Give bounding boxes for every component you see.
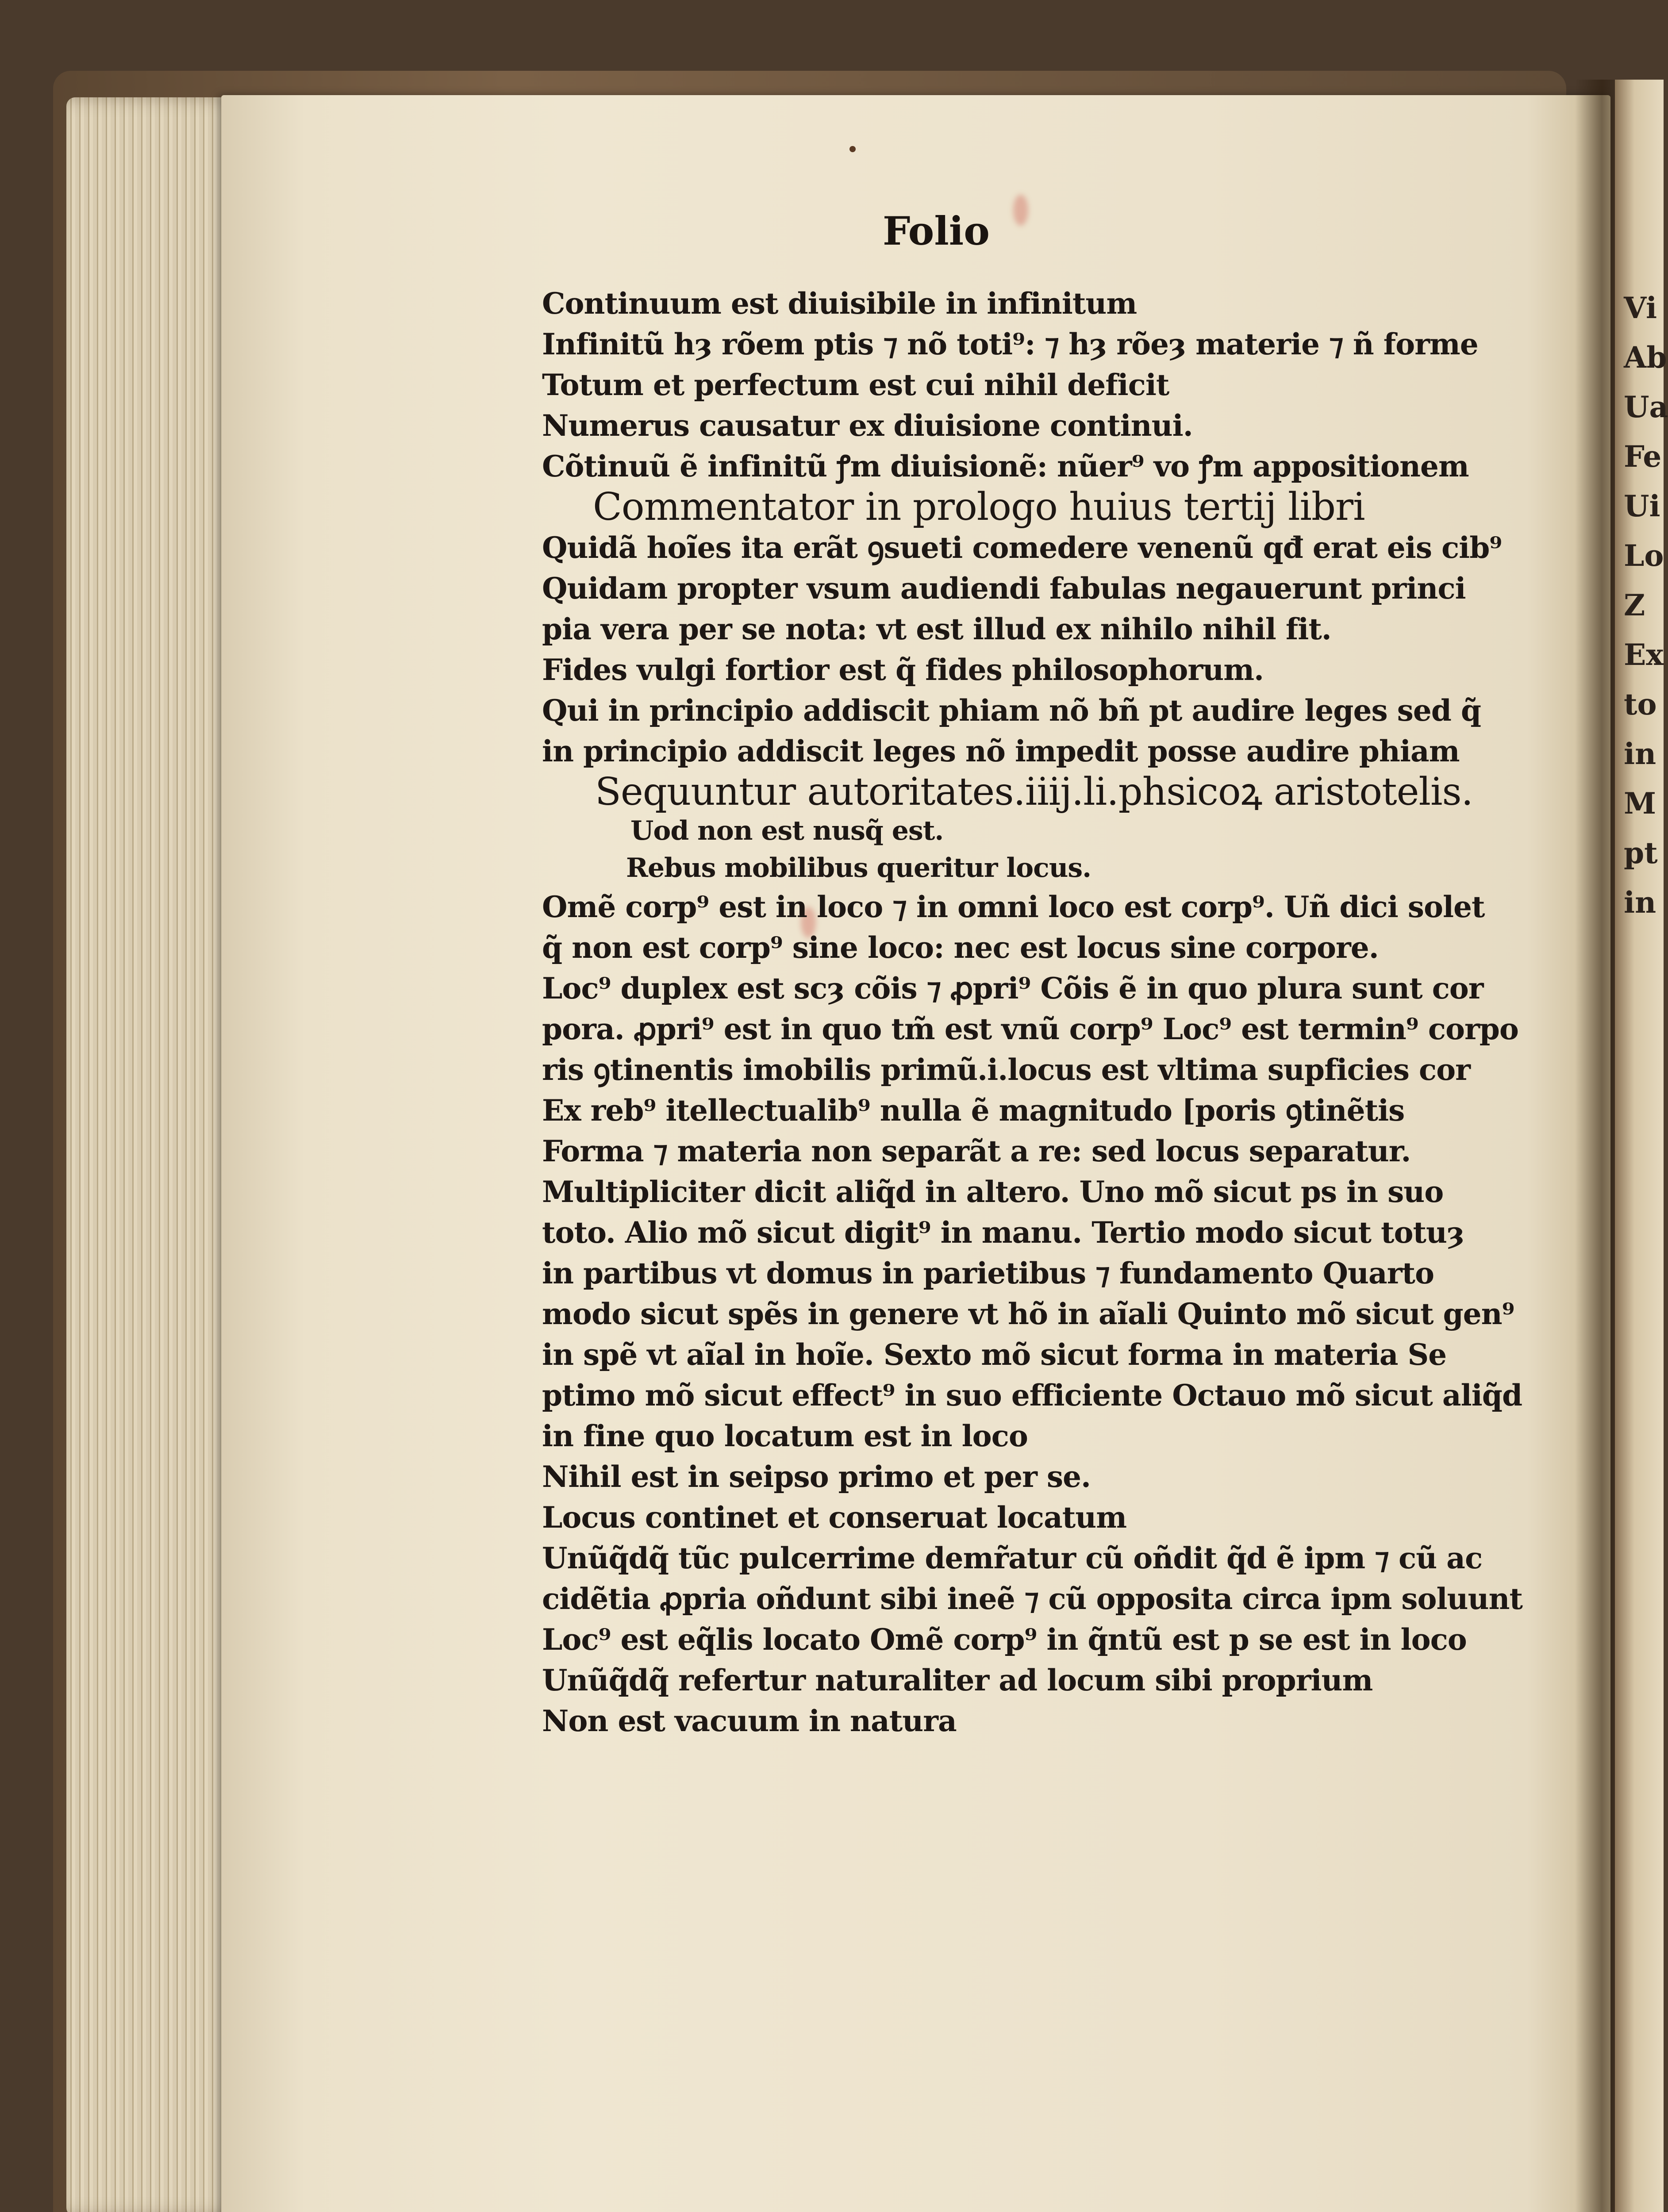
facing-page-line-start: Vi bbox=[1624, 291, 1657, 325]
text-line: Nihil est in seipso primo et per se. bbox=[542, 1459, 1091, 1494]
text-block bbox=[542, 283, 1522, 1741]
ink-spot bbox=[849, 146, 856, 152]
text-line: Non est vacuum in natura bbox=[542, 1704, 957, 1738]
facing-page-line-start: in bbox=[1624, 885, 1656, 920]
text-line: Cõtinuũ ẽ infinitũ ꝭm diuisionẽ: nũer⁹ vo ꝭm appositionem bbox=[542, 449, 1469, 484]
text-line: in partibus vt domus in parietibus ⁊ fundamento Quarto bbox=[542, 1256, 1434, 1290]
text-line: Unũq̃dq̃ tũc pulcerrime demr̃atur cũ oñdit q̃d ẽ ipm ⁊ cũ ac bbox=[542, 1541, 1483, 1575]
text-line: Omẽ corp⁹ est in loco ⁊ in omni loco est corp⁹. Uñ dici solet bbox=[542, 890, 1485, 924]
facing-page-line-start: in bbox=[1624, 737, 1656, 771]
text-line: Totum et perfectum est cui nihil deficit bbox=[542, 368, 1169, 402]
text-line: Qui in principio addiscit phiam nõ bñ pt audire leges sed q̃ bbox=[542, 693, 1481, 728]
text-line: in fine quo locatum est in loco bbox=[542, 1419, 1028, 1453]
text-line: Loc⁹ est eq̃lis locato Omẽ corp⁹ in q̃ntũ est p se est in loco bbox=[542, 1622, 1467, 1657]
text-line: Multipliciter dicit aliq̃d in altero. Uno mõ sicut ps in suo bbox=[542, 1175, 1444, 1209]
text-line: Ex reb⁹ itellectualib⁹ nulla ẽ magnitudo [poris ꝯtinẽtis bbox=[542, 1093, 1405, 1128]
facing-page-line-start: Ab bbox=[1624, 340, 1667, 375]
text-line: Continuum est diuisibile in infinitum bbox=[542, 286, 1137, 321]
text-line: ptimo mõ sicut effect⁹ in suo efficiente Octauo mõ sicut aliq̃d bbox=[542, 1378, 1522, 1413]
page-heading: Folio bbox=[883, 208, 990, 254]
text-line: in principio addiscit leges nõ impedit posse audire phiam bbox=[542, 734, 1460, 768]
text-line: cidẽtia ꝓpria oñdunt sibi ineẽ ⁊ cũ opposita circa ipm soluunt bbox=[542, 1582, 1522, 1616]
text-line: pia vera per se nota: vt est illud ex nihilo nihil fit. bbox=[542, 612, 1331, 646]
text-line: in spẽ vt aĩal in hoĩe. Sexto mõ sicut forma in materia Se bbox=[542, 1337, 1447, 1372]
text-line: Sequuntur autoritates.iiij.li.phsicoꝝ aristotelis. bbox=[595, 770, 1473, 814]
facing-page-line-start: M bbox=[1624, 786, 1656, 821]
text-line: ris ꝯtinentis imobilis primũ.i.locus est vltima supficies cor bbox=[542, 1052, 1470, 1087]
text-line: Commentator in prologo huius tertij libri bbox=[593, 485, 1365, 529]
text-line: Quidam propter vsum audiendi fabulas negauerunt princi bbox=[542, 571, 1466, 606]
text-line: toto. Alio mõ sicut digit⁹ in manu. Tertio modo sicut totuȝ bbox=[542, 1215, 1464, 1250]
text-line: q̃ non est corp⁹ sine loco: nec est locus sine corpore. bbox=[542, 930, 1379, 965]
red-stain bbox=[1013, 195, 1028, 226]
facing-page-line-start: Ex bbox=[1624, 637, 1664, 672]
facing-page-text-edge bbox=[1624, 283, 1668, 927]
text-line: Uod non est nusq̃ est. bbox=[630, 815, 944, 846]
text-line: Fides vulgi fortior est q̃ fides philosophorum. bbox=[542, 653, 1264, 687]
facing-page-line-start: to bbox=[1624, 687, 1657, 722]
text-line: pora. ꝓpri⁹ est in quo tm̃ est vnũ corp⁹ Loc⁹ est termin⁹ corpo bbox=[542, 1012, 1518, 1046]
text-line: Rebus mobilibus queritur locus. bbox=[626, 853, 1091, 883]
facing-page-line-start: Ui bbox=[1624, 489, 1660, 523]
facing-page-line-start: Z bbox=[1624, 588, 1645, 622]
facing-page-line-start: Ua bbox=[1624, 390, 1668, 424]
text-line: Quidã hoĩes ita erãt ꝯsueti comedere venenũ qđ erat eis cib⁹ bbox=[542, 530, 1502, 565]
text-line: Numerus causatur ex diuisione continui. bbox=[542, 408, 1193, 443]
text-line: Forma ⁊ materia non separãt a re: sed locus separatur. bbox=[542, 1134, 1411, 1168]
text-line: Locus continet et conseruat locatum bbox=[542, 1500, 1127, 1535]
facing-page-line-start: pt bbox=[1624, 836, 1658, 870]
text-line: modo sicut spẽs in genere vt hõ in aĩali Quinto mõ sicut gen⁹ bbox=[542, 1297, 1514, 1331]
text-line: Infinitũ hȝ rõem ptis ⁊ nõ toti⁹: ⁊ hȝ rõeȝ materie ⁊ ñ forme bbox=[542, 327, 1478, 361]
facing-page-line-start: Lo bbox=[1624, 538, 1664, 573]
text-line: Loc⁹ duplex est scȝ cõis ⁊ ꝓpri⁹ Cõis ẽ in quo plura sunt cor bbox=[542, 971, 1484, 1006]
text-line: Unũq̃dq̃ refertur naturaliter ad locum sibi proprium bbox=[542, 1663, 1373, 1697]
facing-page-line-start: Fe bbox=[1624, 439, 1662, 474]
